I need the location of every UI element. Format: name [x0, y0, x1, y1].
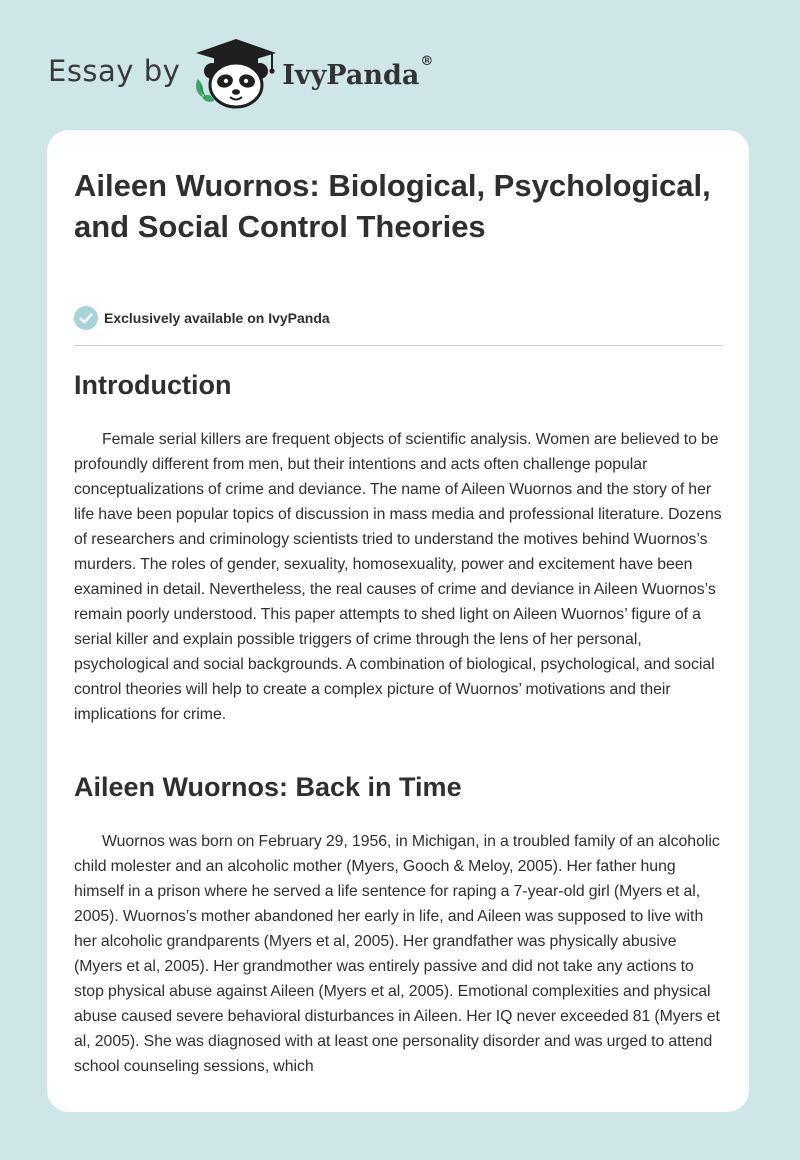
section-paragraph-introduction: Female serial killers are frequent objects of scientific analysis. Women are believed to be profoundly different from men, but their intentions and acts often challenge popular conceptualizations of crime and deviance. The name of Aileen Wuornos and the story of her life have been popular topics of discussion in mass media and professional literature. Dozens of researchers and criminology scientists tried to understand the motives behind Wuornos’s murders. The roles of gender, sexuality, homosexuality, power and excitement have been examined in detail. Nevertheless, the real causes of crime and deviance in Aileen Wuornos’s remain poorly understood. This paper attempts to shed light on Aileen Wuornos’ figure of a serial killer and explain possible triggers of crime through the lens of her personal, psychological and social backgrounds. A combination of biological, psychological, and social control theories will help to create a complex picture of Wuornos’ motivations and their implications for crime.: [74, 431, 722, 723]
site-header: [48, 34, 433, 112]
check-circle-icon: [74, 306, 98, 330]
essay-card: [47, 130, 749, 1112]
panda-graduate-logo-icon[interactable]: [192, 35, 280, 111]
title-divider: [74, 345, 723, 346]
brand-name[interactable]: IvyPanda®: [282, 53, 434, 91]
essay-by-label: Essay by: [48, 54, 181, 88]
section-heading-introduction: Introduction: [74, 370, 232, 400]
essay-title: Aileen Wuornos: Biological, Psychological, and Social Control Theories: [74, 168, 711, 244]
section-heading-back-in-time: Aileen Wuornos: Back in Time: [74, 772, 462, 802]
exclusive-label: Exclusively available on IvyPanda: [104, 310, 330, 326]
section-paragraph-back-in-time: Wuornos was born on February 29, 1956, in Michigan, in a troubled family of an alcoholic child molester and an alcoholic mother (Myers, Gooch & Meloy, 2005). Her father hung himself in a prison where he served a life sentence for raping a 7-year-old girl (Myers et al, 2005). Wuornos’s mother abandoned her early in life, and Aileen was supposed to live with her alcoholic grandparents (Myers et al, 2005). Her grandfather was physically abusive (Myers et al, 2005). Her grandmother was entirely passive and did not take any actions to stop physical abuse against Aileen (Myers et al, 2005). Emotional complexities and physical abuse caused severe behavioral disturbances in Aileen. Her IQ never exceeded 81 (Myers et al, 2005). She was diagnosed with at least one personality disorder and was urged to attend school counseling sessions, which: [74, 833, 720, 1075]
registered-mark: ®: [420, 53, 434, 69]
exclusive-badge: [74, 306, 330, 330]
